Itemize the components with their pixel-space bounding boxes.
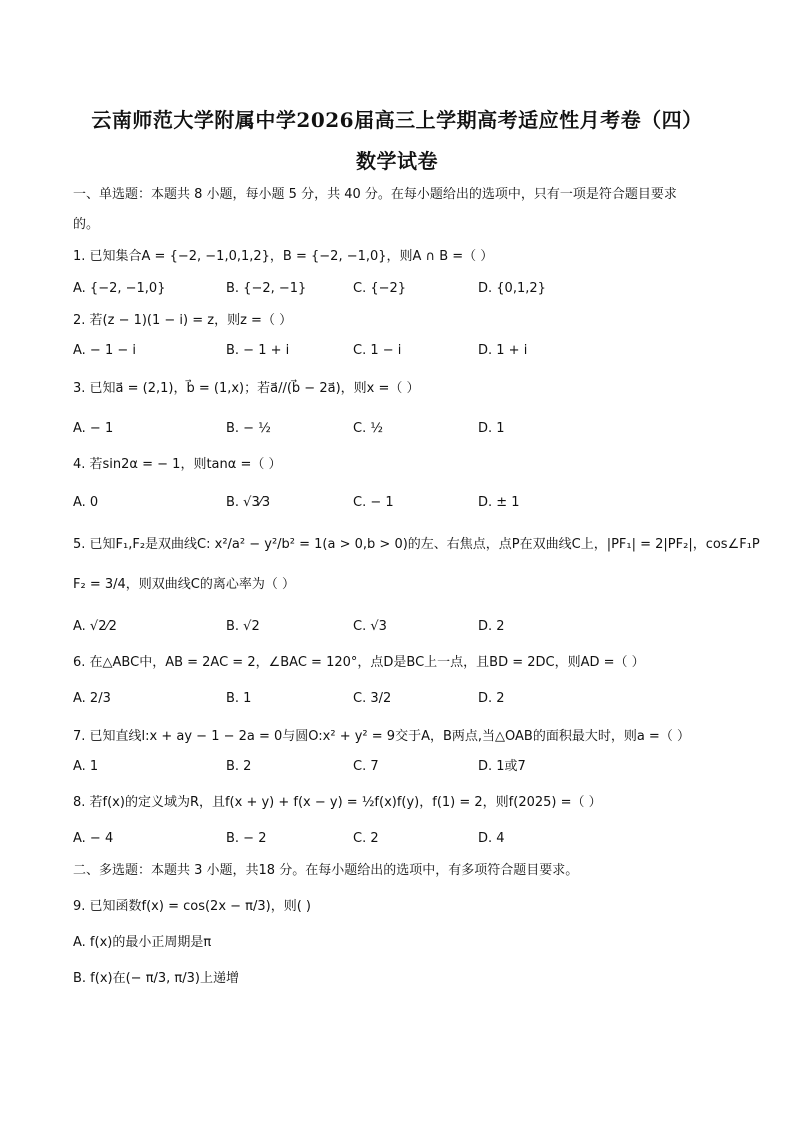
option-c: C. 2 [353,831,379,846]
option-c: C. ½ [353,421,383,436]
option-d: D. {0,1,2} [478,281,546,296]
option-a: A. − 1 [73,421,114,436]
question-6-options [73,690,733,708]
option-a: A. √2⁄2 [73,619,117,634]
section-1-heading: 一、单选题：本题共 8 小题，每小题 5 分，共 40 分。在每小题给出的选项中，只有一项是符合题目要求 [73,187,677,202]
question-5-stem-cont: F₂ = 3/4，则双曲线C的离心率为（ ） [73,577,295,592]
question-4-stem: 4. 若sin2α = − 1，则tanα =（ ） [73,457,282,472]
option-b: B. √3⁄3 [226,495,271,510]
question-1-stem: 1. 已知集合A = {−2, −1,0,1,2}，B = {−2, −1,0}，则A ∩ B =（ ） [73,249,494,264]
question-7-stem: 7. 已知直线l:x + ay − 1 − 2a = 0与圆O:x² + y² = 9交于A，B两点,当△OAB的面积最大时，则a =（ ） [73,729,690,744]
option-a: A. 2/3 [73,691,111,706]
question-2-options [73,342,733,360]
option-c: C. 1 − i [353,343,402,358]
question-5-stem: 5. 已知F₁,F₂是双曲线C: x²/a² − y²/b² = 1(a > 0,b > 0)的左、右焦点，点P在双曲线C上，|PF₁| = 2|PF₂|，cos∠F₁P [73,537,760,552]
question-3-stem: 3. 已知a⃗ = (2,1)，b⃗ = (1,x)；若a⃗//(b⃗ − 2a⃗)，则x =（ ） [73,381,420,396]
option-d: D. 2 [478,691,505,706]
option-a: A. − 1 − i [73,343,136,358]
question-2-stem: 2. 若(z − 1)(1 − i) = z，则z =（ ） [73,313,293,328]
page-subtitle: 数学试卷 [356,149,438,173]
option-d: D. ± 1 [478,495,520,510]
option-d: D. 2 [478,619,505,634]
section-2-heading: 二、多选题：本题共 3 小题，共18 分。在每小题给出的选项中，有多项符合题目要求。 [73,863,579,878]
question-6-stem: 6. 在△ABC中，AB = 2AC = 2，∠BAC = 120°，点D是BC上一点，且BD = 2DC，则AD =（ ） [73,655,645,670]
option-a: A. 0 [73,495,99,510]
option-c: C. {−2} [353,281,407,296]
option-b: B. 1 [226,691,252,706]
option-a: A. − 4 [73,831,114,846]
option-d: D. 1或7 [478,759,526,774]
section-1-heading-cont: 的。 [73,217,100,232]
question-8-options [73,830,733,848]
option-c: C. √3 [353,619,387,634]
question-4-options [73,494,733,512]
question-7-options [73,758,733,776]
option-d: D. 1 + i [478,343,528,358]
option-b: B. − ½ [226,421,271,436]
option-b: B. {−2, −1} [226,281,307,296]
question-9-stem: 9. 已知函数f(x) = cos(2x − π/3)，则( ) [73,899,311,914]
question-5-options [73,618,733,636]
question-3-options [73,420,733,438]
question-8-stem: 8. 若f(x)的定义域为R，且f(x + y) + f(x − y) = ½f(x)f(y)，f(1) = 2，则f(2025) =（ ） [73,795,602,810]
option-b: B. √2 [226,619,260,634]
page-title: 云南师范大学附属中学2026届高三上学期高考适应性月考卷（四） [91,108,703,132]
option-a: A. {−2, −1,0} [73,281,166,296]
option-b: B. 2 [226,759,252,774]
option-c: C. 3/2 [353,691,392,706]
option-d: D. 1 [478,421,505,436]
question-9-option-b: B. f(x)在(− π/3, π/3)上递增 [73,971,239,986]
option-d: D. 4 [478,831,505,846]
option-b: B. − 1 + i [226,343,290,358]
question-9-option-a: A. f(x)的最小正周期是π [73,935,212,950]
option-c: C. 7 [353,759,379,774]
option-c: C. − 1 [353,495,394,510]
question-1-options [73,280,733,298]
option-b: B. − 2 [226,831,267,846]
option-a: A. 1 [73,759,99,774]
